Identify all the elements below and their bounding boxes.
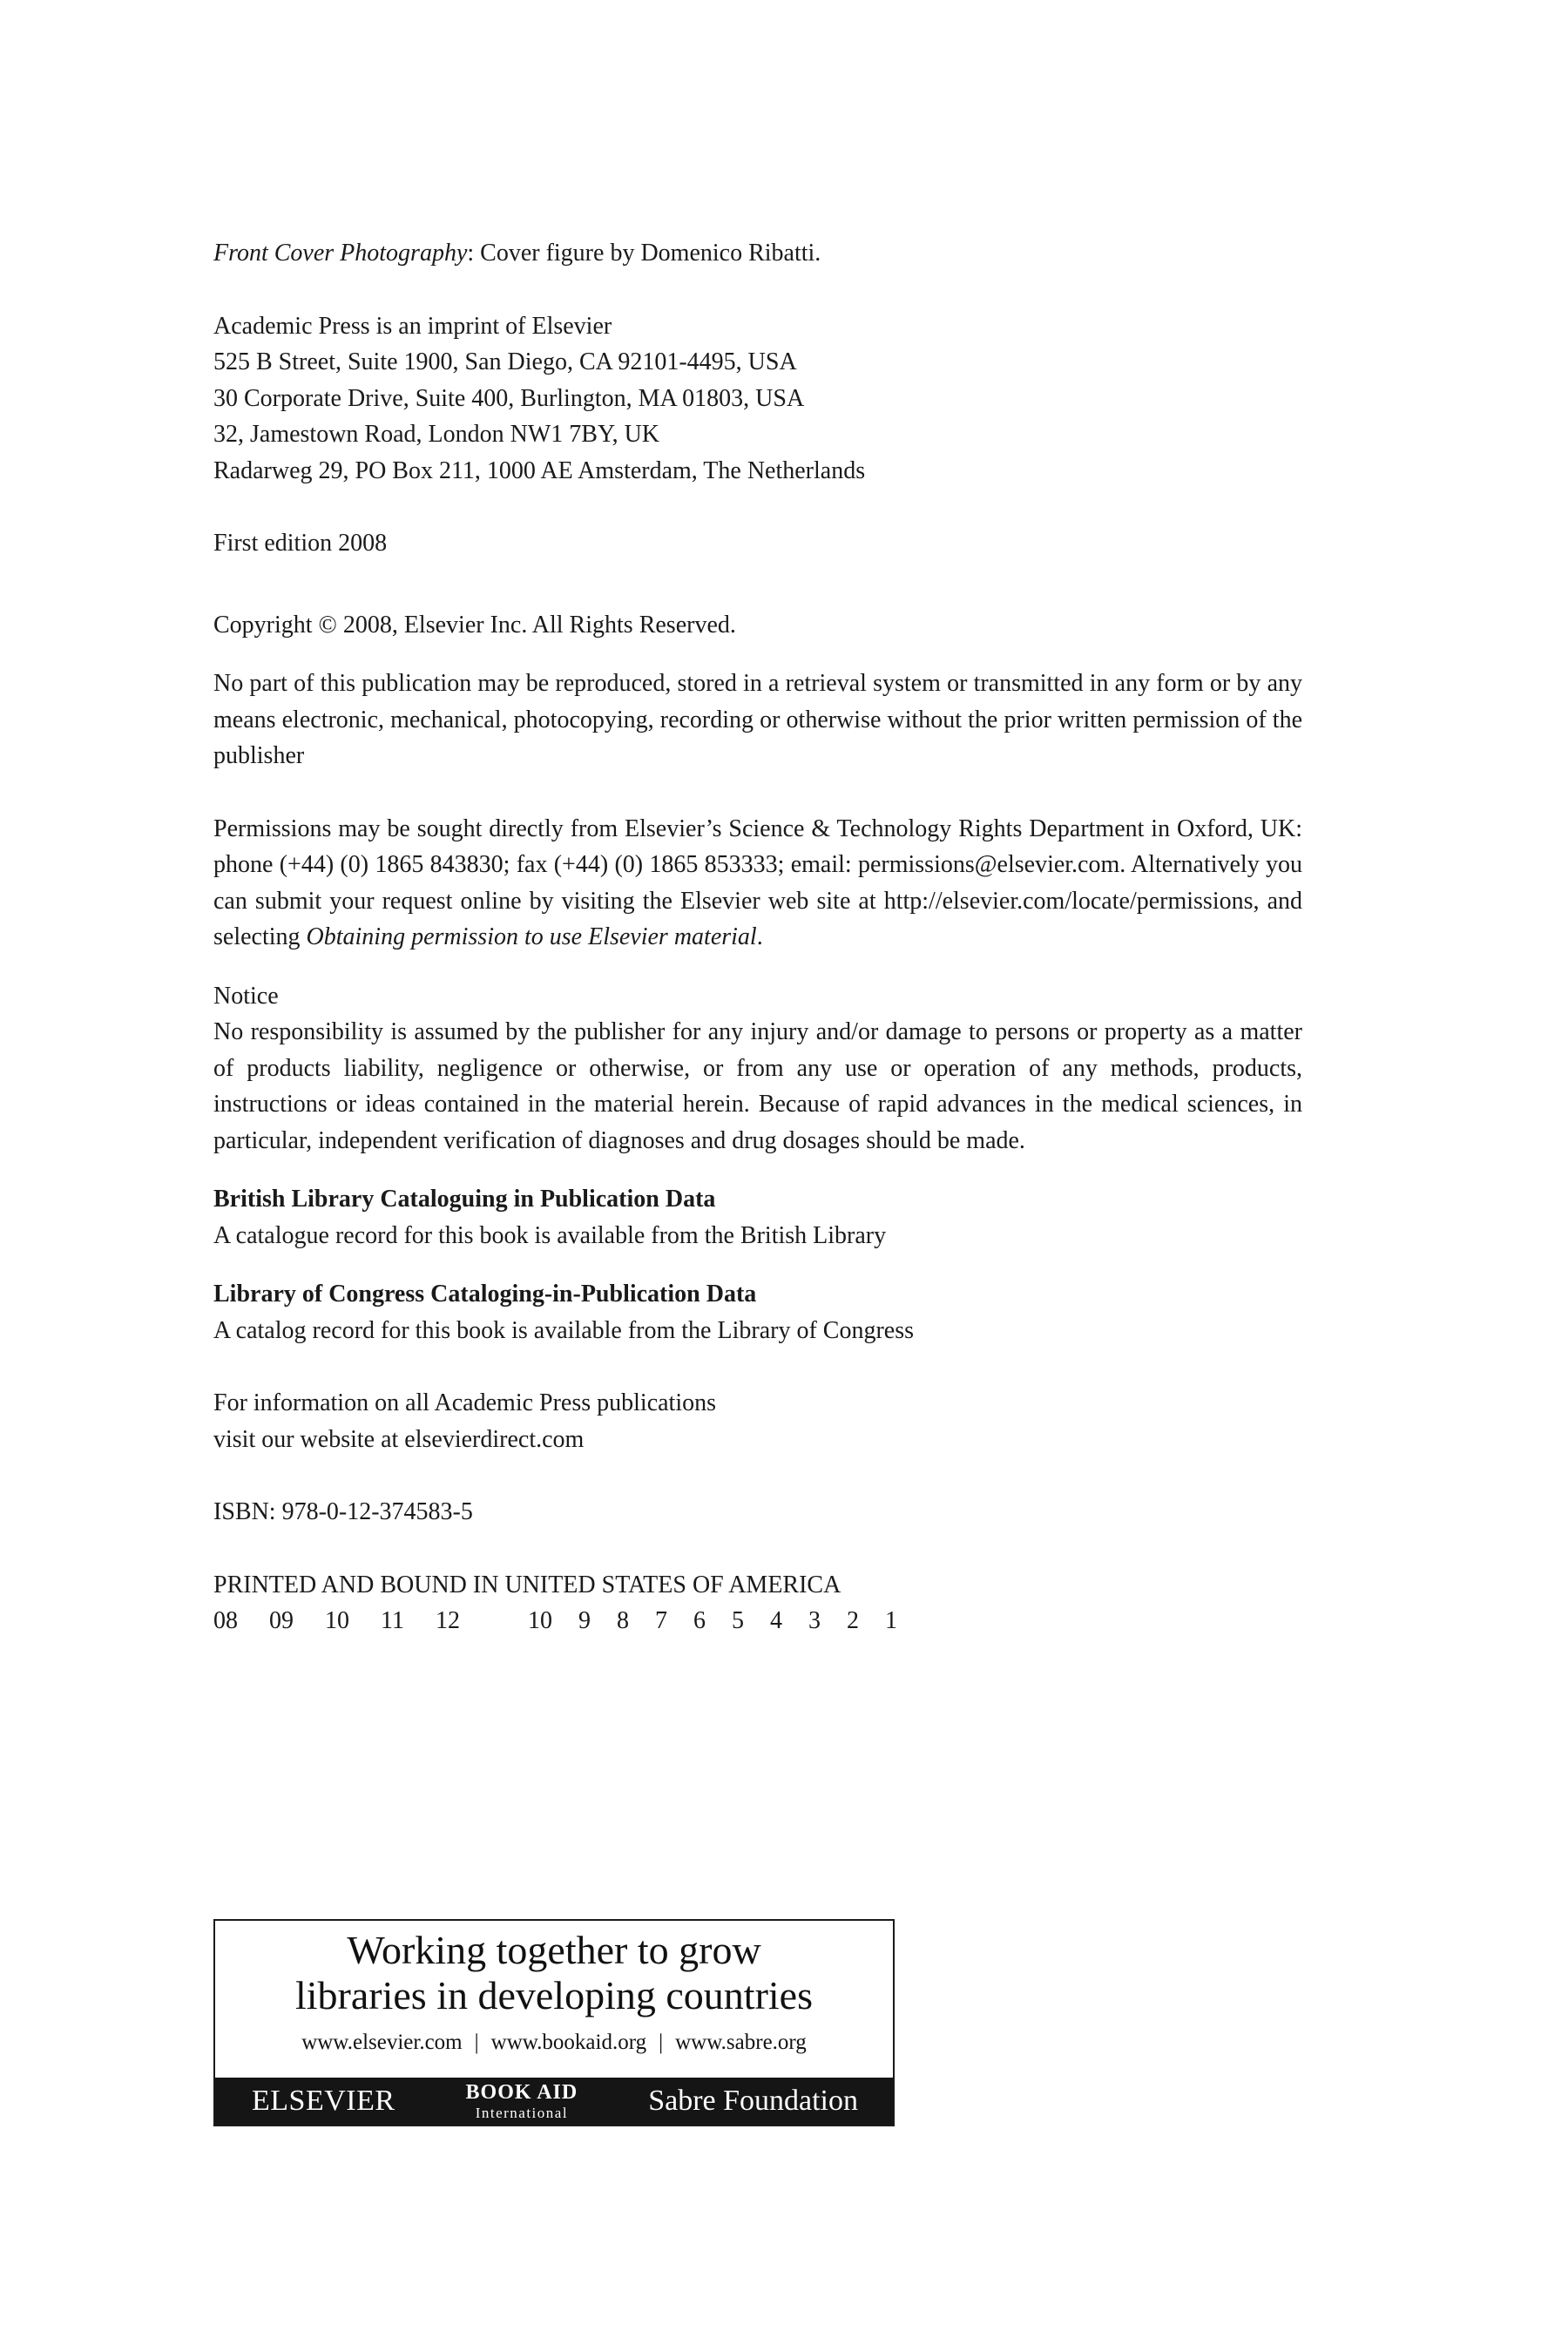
print-impression: 1: [884, 1607, 897, 1634]
cover-credit-text: : Cover figure by Domenico Ribatti.: [467, 240, 821, 267]
isbn-line: ISBN: 978-0-12-374583-5: [213, 1498, 473, 1525]
printed-title: PRINTED AND BOUND IN UNITED STATES OF AMERICA: [213, 1571, 841, 1598]
address-line: 30 Corporate Drive, Suite 400, Burlington, MA 01803, USA: [213, 384, 805, 412]
copyright-page: [213, 235, 1302, 1639]
print-year: 12: [435, 1607, 460, 1634]
print-year: 10: [325, 1607, 349, 1634]
copyright-line: Copyright © 2008, Elsevier Inc. All Rights Reserved.: [213, 611, 736, 639]
link-separator: |: [474, 2031, 479, 2054]
publisher-block: [213, 308, 1302, 490]
info-line-1: For information on all Academic Press publications: [213, 1389, 717, 1416]
book-aid-banner: [213, 1919, 895, 2126]
print-year: 11: [381, 1607, 404, 1634]
permissions-italic: Obtaining permission to use Elsevier material: [306, 923, 757, 950]
print-impression: 8: [616, 1607, 629, 1634]
sabre-foundation-logo: Sabre Foundation: [648, 2085, 858, 2117]
notice-text: No responsibility is assumed by the publisher for any injury and/or damage to persons or property as a matter of products liability, negligence or otherwise, or from any use or operation of any methods, products, instructions or ideas contained in the material herein. Because of rapid advances in the medical sciences, in particular, independent verification of diagnoses and drug dosages should be made.: [213, 1018, 1302, 1154]
print-year: 08: [213, 1607, 238, 1634]
imprint-line: Academic Press is an imprint of Elsevier: [213, 312, 612, 340]
loc-heading: Library of Congress Cataloging-in-Publication Data: [213, 1281, 757, 1308]
print-year: 09: [269, 1607, 294, 1634]
print-impression: 10: [527, 1607, 552, 1634]
loc-text: A catalog record for this book is available from the Library of Congress: [213, 1316, 914, 1344]
address-line: Radarweg 29, PO Box 211, 1000 AE Amsterdam, The Netherlands: [213, 456, 866, 484]
british-library-section: [213, 1181, 1302, 1254]
bookaid-logo-line1: BOOK AID: [465, 2081, 578, 2104]
link-separator: |: [659, 2031, 664, 2054]
print-impression: 4: [769, 1607, 782, 1634]
printing-section: [213, 1567, 1302, 1639]
rights-statement: No part of this publication may be reproduced, stored in a retrieval system or transmitted in any form or by any means electronic, mechanical, photocopying, recording or otherwise without the prior written permission of the publisher: [213, 670, 1302, 769]
notice-section: [213, 978, 1302, 1159]
print-impression: 6: [693, 1607, 706, 1634]
library-of-congress-section: [213, 1276, 1302, 1348]
british-library-text: A catalogue record for this book is available from the British Library: [213, 1221, 887, 1249]
sabre-link[interactable]: www.sabre.org: [675, 2031, 807, 2054]
print-impression: 9: [578, 1607, 591, 1634]
permissions-paragraph: [213, 811, 1302, 956]
notice-heading: Notice: [213, 982, 279, 1010]
address-line: 32, Jamestown Road, London NW1 7BY, UK: [213, 421, 660, 448]
print-impression: 5: [731, 1607, 744, 1634]
cover-credit-label: Front Cover Photography: [213, 240, 468, 267]
book-aid-headline-line2: libraries in developing countries: [294, 1973, 813, 2017]
print-impression: 2: [846, 1607, 859, 1634]
british-library-heading: British Library Cataloguing in Publication Data: [213, 1186, 716, 1213]
book-aid-links: [215, 2031, 893, 2055]
book-aid-headline: [215, 1921, 893, 2018]
print-impression: 7: [654, 1607, 667, 1634]
permissions-end: .: [756, 923, 763, 950]
bookaid-logo: [466, 2082, 578, 2120]
elsevier-link[interactable]: www.elsevier.com: [301, 2031, 463, 2054]
bookaid-logo-line2: International: [475, 2105, 569, 2121]
bookaid-link[interactable]: www.bookaid.org: [490, 2031, 647, 2054]
elsevier-logo: ELSEVIER: [252, 2085, 395, 2117]
address-line: 525 B Street, Suite 1900, San Diego, CA 92101-4495, USA: [213, 348, 797, 375]
edition-line: First edition 2008: [213, 530, 388, 557]
book-aid-logo-bar: [215, 2078, 893, 2125]
info-line-2: visit our website at elsevierdirect.com: [213, 1425, 585, 1453]
info-section: [213, 1385, 1302, 1457]
cover-credit: [213, 235, 1302, 272]
book-aid-headline-line1: Working together to grow: [347, 1928, 761, 1972]
print-impression: 3: [808, 1607, 821, 1634]
print-line-numbers: [213, 1603, 1302, 1639]
permissions-text: Permissions may be sought directly from Elsevier’s Science & Technology Rights Department in Oxford, UK: phone (+44) (0) 1865 843830; fax (+44) (0) 1865 853333; email: permissions@elsevier.com. Alternatively you can submit your request online by visiting the Elsevier web site at http://elsevier.com/locate/permissions, and selecting: [213, 814, 1302, 950]
